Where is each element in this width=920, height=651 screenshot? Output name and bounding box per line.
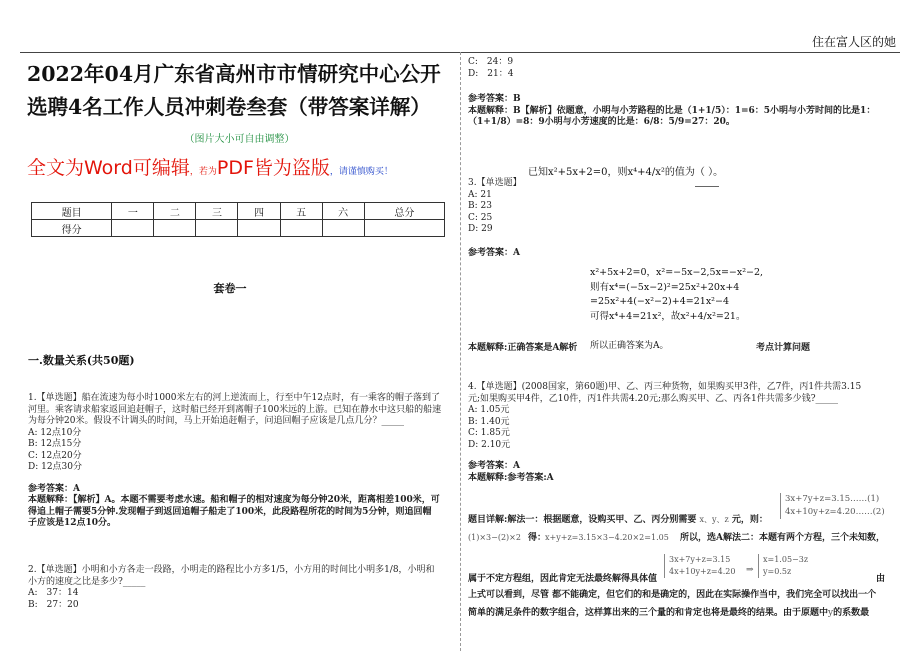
q3-math-line: =25x²+4(−x²−2)+4=21x²−4 [590,296,729,307]
q3-math-line: 可得x⁴+4=21x²，故x²+4/x²=21。 [590,310,746,322]
q4-line4: 上式可以看到，尽管 都不能确定，但它们的和是确定的，因此在实际操作当中，我们完全可以找出一个 [468,590,877,600]
q4-option-b: B: 1.40元 [468,416,510,427]
q4-stem: 元;如果购买甲4件，乙10件，丙1件共需4.20元;那么购买甲、乙、丙各1件共需多少钱?_____ [468,393,839,404]
q2-answer: 参考答案：B [468,94,521,104]
q4-method2: 所以，选A解法二：本题有两个方程，三个未知数， [680,533,885,543]
warn-pdf-pirated: PDF皆为盗版 [216,157,330,179]
q4-option-a: A: 1.05元 [468,405,510,415]
q4-line3-end: 由 [876,574,886,584]
q1-explanation: 本题解释：【解析】A。本题不需要考虑水速。船和帽子的相对速度为每分钟20米，距离相差100米，可 [28,495,440,505]
q4-system-a [664,554,735,578]
q4-line5-var: y [828,608,834,618]
q4-option-c: C: 1.85元 [468,428,510,438]
q1-explanation: 子应该是12点10分。 [28,518,117,528]
copyright-warning [27,153,452,180]
q3-point: 考点计算问题 [756,343,811,353]
q4-stem: 4.【单选题】(2008国家，第60题)甲、乙、丙三种货物，如果购买甲3件，乙7件，丙1件共需3.15 [468,382,862,392]
warn-word-editable: 全文为Word可编辑 [27,157,190,179]
score-table-row [32,220,445,237]
score-cell[interactable] [322,220,364,237]
q2-option-b: B: 27：20 [28,599,79,610]
part-title: 一.数量关系(共50题) [28,354,135,367]
score-cell[interactable] [280,220,322,237]
q4-sys: y=0.5z [763,567,792,576]
q1-answer: 参考答案：A [28,483,80,494]
score-cell[interactable] [112,220,154,237]
q4-calc-a: (1)×3−(2)×2 [468,533,521,542]
question-2 [28,565,453,611]
q2-explanation: 本题解释：B【解析】依题意，小明与小芳路程的比是（1+1/5）：1=6：5小明与小芳时间的比是1： [468,105,876,116]
score-head-cell: 六 [322,203,364,220]
warn-buy-carefully: ，请谨慎购买！ [329,167,393,177]
header-author: 住在富人区的她 [811,35,896,49]
q3-math-line: x²+5x+2=0，x²=−5x−2,5x=−x²−2, [590,267,764,278]
score-head-cell: 题目 [32,203,112,220]
q4-sys: x=1.05−3z [763,555,809,564]
left-column [27,58,452,180]
q4-line5-text: 简单的满足条件的数字组合，这样算出来的三个量的和肯定也将是最终的结果。由于原题中 [468,608,829,618]
score-cell[interactable] [238,220,280,237]
q1-stem: 为每分钟20米。假设不计调头的时间，马上开始追赶帽子，问追回帽子应该是几点几分？_____ [28,416,404,426]
q3-option-a: A: 21 [468,189,492,200]
q3-math-line: 所以正确答案为A。 [590,341,669,351]
q4-sys: 4x+10y+z=4.20 [669,567,736,576]
q1-stem: 1.【单选题】船在流速为每小时1000米左右的河上逆流而上，行至中午12点时，有一乘客的帽子落到了 [28,393,440,403]
q4-equations [780,493,885,519]
q4-answer: 参考答案：A [468,461,520,471]
q4-line3: 属于不定方程组，因此肯定无法最终解得具体值 [468,574,658,584]
score-head-cell: 三 [196,203,238,220]
section-title: 套卷一 [213,282,247,295]
q3-option-b: B: 23 [468,201,492,211]
score-head-cell: 一 [112,203,154,220]
warn-if: ，若为 [189,167,217,177]
q3-stem: 3.【单选题】 [468,178,522,188]
score-row-label: 得分 [32,220,112,237]
score-cell[interactable] [196,220,238,237]
q4-calc-c: x+y+z=3.15×3−4.20×2=1.05 [545,533,669,542]
q4-answer-note: 本题解释:参考答案:A [468,472,554,483]
q3-answer: 参考答案：A [468,247,520,258]
score-table [31,202,445,237]
q3-math-line: 则有x⁴=(−5x−2)²=25x²+20x+4 [590,281,740,293]
q4-line5-tail: 的系数最 [833,608,870,618]
q4-eq: 3x+7y+z=3.15……(1) [785,494,880,504]
question-2-cont [468,57,898,129]
question-3 [468,178,898,259]
q2-explanation: （1+1/8）=8：9小明与小芳速度的比是：6/8：5/9=27：20。 [468,117,735,127]
q1-option-b: B: 12点15分 [28,439,82,449]
q3-option-d: D: 29 [468,224,493,234]
score-table-header [32,203,445,220]
score-cell[interactable] [364,220,444,237]
q4-detail-text: 题目详解:解法一：根据题意，设购买甲、乙、丙分别需要 [468,515,697,525]
q4-calc-b: 得： [528,533,547,543]
q4-line5 [468,608,898,620]
doc-title-line1: 2022年04月广东省高州市市情研究中心公开 [27,62,441,86]
q4-system-b [758,554,808,578]
q3-option-c: C: 25 [468,212,493,223]
q2-option-c: C: 24：9 [468,57,514,67]
arrow-icon: ⇒ [746,565,754,575]
score-head-cell: 总分 [364,203,444,220]
column-divider [460,52,461,651]
q4-option-d: D: 2.10元 [468,439,511,450]
q2-option-d: D: 21：4 [468,68,514,79]
q1-option-d: D: 12点30分 [28,462,83,472]
q4-vars: x、y、z [699,515,729,524]
q1-option-a: A: 12点10分 [28,427,82,438]
q4-eq: 4x+10y+z=4.20……(2) [785,507,885,517]
q1-option-c: C: 12点20分 [28,450,82,461]
q2-stem: 2.【单选题】小明和小方各走一段路，小明走的路程比小方多1/5，小方用的时间比小明多1/8，小明和 [28,565,435,575]
q4-detail [468,514,768,527]
q4-detail-text: 元，则： [731,515,768,525]
doc-title-line2: 选聘4名工作人员冲刺卷叁套（带答案详解） [27,95,431,119]
question-1 [28,393,453,530]
score-head-cell: 二 [154,203,196,220]
q4-sys: 3x+7y+z=3.15 [669,555,731,564]
q1-stem: 河里。乘客请求船家返回追赶帽子，这时船已经开到离帽子100米远的上游。已知在静水中这只船的船速 [28,404,442,415]
q3-solution-image [590,266,763,324]
q2-stem: 小方的速度之比是多少?_____ [28,576,146,587]
score-head-cell: 五 [280,203,322,220]
question-4 [468,382,898,484]
score-cell[interactable] [154,220,196,237]
q3-image-text: 已知x²+5x+2=0，则x⁴+4/x²的值为（ ）。 [528,167,724,178]
image-note: （图片大小可自由调整） [184,134,295,145]
q1-explanation: 得追上帽子需要5分钟.发现帽子到返回追帽子船走了100米，此段路程所花的时间为5分钟，则追回帽 [28,506,432,517]
q2-option-a: A: 37：14 [28,588,79,598]
score-head-cell: 四 [238,203,280,220]
q3-explanation: 本题解释:正确答案是A解析 [468,343,578,353]
